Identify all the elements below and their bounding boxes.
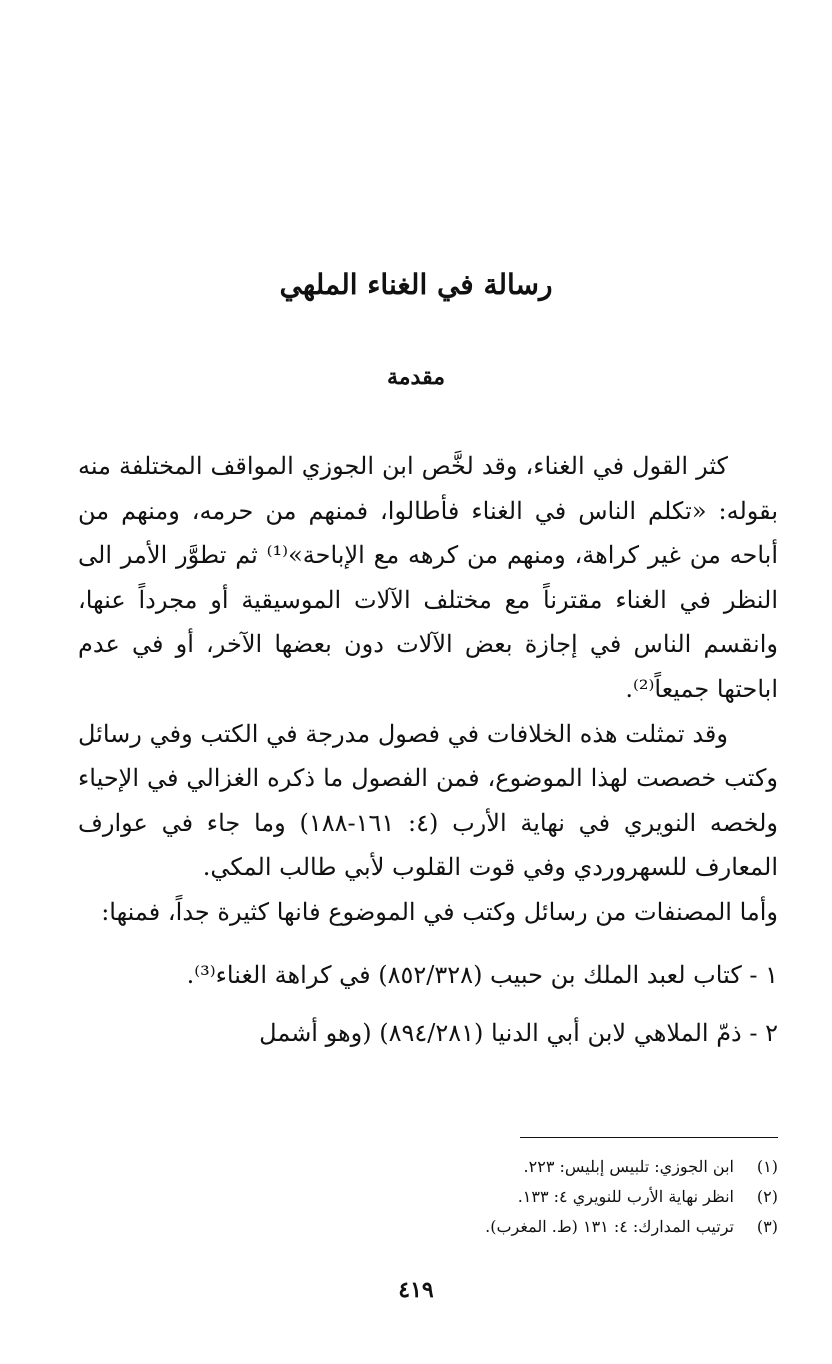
body-text — [78, 444, 778, 1056]
footnote-number: (٢) — [756, 1187, 778, 1206]
footnote-text: ابن الجوزي: تلبيس إبليس: ٢٢٣. — [523, 1157, 734, 1176]
footnote-text: ترتيب المدارك: ٤: ١٣١ (ط. المغرب). — [485, 1217, 734, 1236]
footnote-text: انظر نهاية الأرب للنويري ٤: ١٣٣. — [517, 1187, 734, 1206]
footnote-separator — [520, 1137, 778, 1138]
paragraph-3: وأما المصنفات من رسائل وكتب في الموضوع فانها كثيرة جداً، فمنها: — [101, 897, 778, 926]
paragraph-2: وقد تمثلت هذه الخلافات في فصول مدرجة في الكتب وفي رسائل وكتب خصصت لهذا الموضوع، فمن الفصول ما ذكره الغزالي في الإحياء ولخصه النويري في نهاية الأرب (٤: ١٦١-١٨٨) وما جاء في عوارف المعارف للسهروردي وفي قوت القلوب لأبي طالب المكي. — [78, 719, 779, 882]
paragraph-1: كثر القول في الغناء، وقد لخَّص ابن الجوزي المواقف المختلفة منه بقوله: «تكلم الناس في الغناء فأطالوا، فمنهم من حرمه، ومنهم من أباحه من غير كراهة، ومنهم من كرهه مع الإباحة»⁽¹⁾ ثم تطوَّر الأمر الى النظر في الغناء مقترناً مع مختلف الآلات الموسيقية أو مجرداً عنها، وانقسم الناس في إجازة بعض الآلات دون بعضها الآخر، أو في عدم اباحتها جميعاً⁽²⁾. — [78, 452, 778, 703]
footnote-number: (١) — [756, 1157, 778, 1176]
page-number: ٤١٩ — [398, 1277, 434, 1303]
page-title: رسالة في الغناء الملهي — [279, 268, 553, 301]
list-item-1: ١ - كتاب لعبد الملك بن حبيب (٨٥٢/٣٢٨) في كراهة الغناء⁽³⁾. — [186, 960, 778, 989]
footnote-number: (٣) — [756, 1217, 778, 1236]
footnote-1 — [78, 1152, 778, 1182]
section-heading: مقدمة — [386, 364, 446, 390]
list-item-2: ٢ - ذمّ الملاهي لابن أبي الدنيا (٨٩٤/٢٨١) (وهو أشمل — [259, 1019, 778, 1048]
footnote-3 — [78, 1212, 778, 1242]
footnote-2 — [78, 1182, 778, 1212]
footnotes — [78, 1152, 778, 1242]
